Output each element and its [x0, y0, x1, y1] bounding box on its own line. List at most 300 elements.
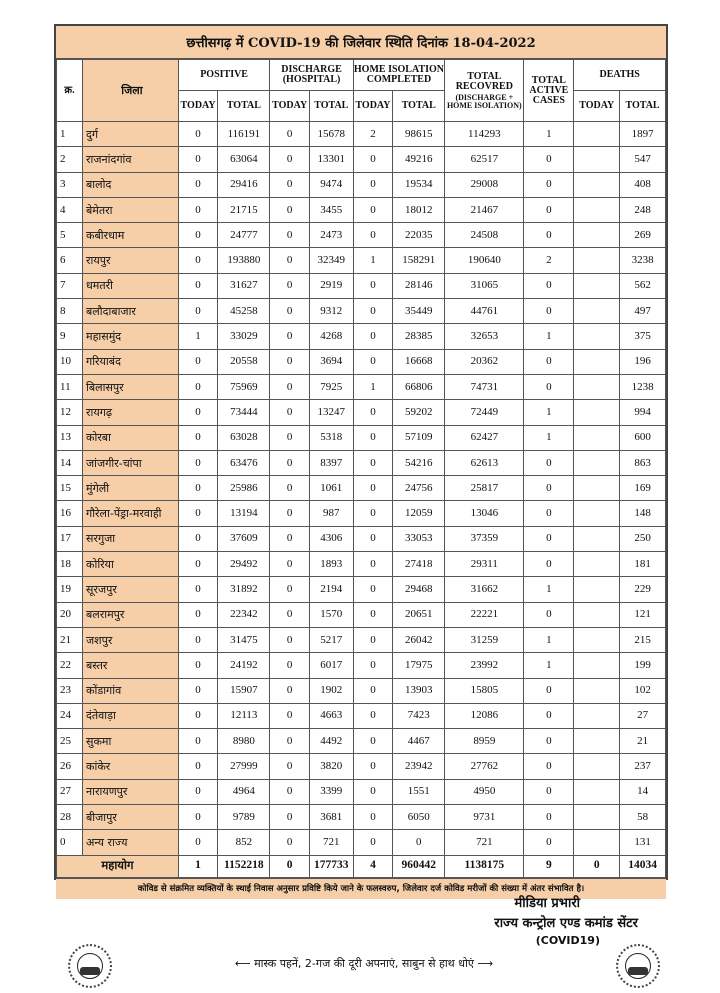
cell-recovered: 74731	[445, 374, 524, 399]
cell-hi-total: 26042	[393, 627, 445, 652]
cell-recovered: 62427	[445, 425, 524, 450]
cell-pos-total: 27999	[218, 754, 270, 779]
row-sn: 3	[57, 172, 83, 197]
row-district: सूरजपुर	[83, 577, 179, 602]
cell-active: 0	[524, 729, 574, 754]
grand-total-row	[57, 855, 666, 877]
header-total-active: TOTAL ACTIVE CASES	[524, 60, 574, 122]
cell-pos-total: 20558	[218, 349, 270, 374]
row-sn: 14	[57, 450, 83, 475]
cell-dis-today: 0	[270, 754, 310, 779]
signature-office: राज्य कन्ट्रोल एण्ड कमांड सेंटर	[494, 916, 638, 931]
cell-pos-today: 0	[178, 653, 218, 678]
total-death-today: 0	[574, 855, 620, 877]
cell-recovered: 29311	[445, 552, 524, 577]
cell-pos-today: 0	[178, 476, 218, 501]
cell-hi-today: 0	[353, 476, 393, 501]
cell-dis-total: 6017	[309, 653, 353, 678]
cell-active: 0	[524, 830, 574, 855]
table-row	[57, 349, 666, 374]
cell-dis-total: 9474	[309, 172, 353, 197]
row-sn: 8	[57, 299, 83, 324]
cell-active: 0	[524, 349, 574, 374]
cell-death-today	[574, 653, 620, 678]
row-sn: 12	[57, 400, 83, 425]
cell-pos-total: 31475	[218, 627, 270, 652]
cell-recovered: 31065	[445, 273, 524, 298]
row-district: सरगुजा	[83, 526, 179, 551]
cell-death-total: 181	[620, 552, 666, 577]
cell-pos-today: 0	[178, 349, 218, 374]
cell-hi-total: 16668	[393, 349, 445, 374]
cell-active: 0	[524, 779, 574, 804]
cell-death-total: 196	[620, 349, 666, 374]
cell-active: 0	[524, 805, 574, 830]
table-row	[57, 374, 666, 399]
cell-hi-total: 13903	[393, 678, 445, 703]
row-sn: 23	[57, 678, 83, 703]
cell-pos-total: 852	[218, 830, 270, 855]
row-district: कोंडागांव	[83, 678, 179, 703]
cell-death-total: 497	[620, 299, 666, 324]
cell-recovered: 31662	[445, 577, 524, 602]
cell-hi-today: 0	[353, 172, 393, 197]
cell-pos-today: 0	[178, 450, 218, 475]
cell-hi-today: 0	[353, 729, 393, 754]
table-row	[57, 147, 666, 172]
row-sn: 18	[57, 552, 83, 577]
cell-death-today	[574, 172, 620, 197]
cell-recovered: 62613	[445, 450, 524, 475]
cell-dis-total: 1570	[309, 602, 353, 627]
cell-dis-today: 0	[270, 248, 310, 273]
cell-dis-total: 15678	[309, 122, 353, 147]
cell-hi-total: 28385	[393, 324, 445, 349]
cell-death-today	[574, 501, 620, 526]
cell-death-today	[574, 122, 620, 147]
cell-active: 0	[524, 223, 574, 248]
cell-pos-total: 75969	[218, 374, 270, 399]
table-row	[57, 425, 666, 450]
cell-hi-total: 33053	[393, 526, 445, 551]
cell-dis-total: 4492	[309, 729, 353, 754]
cell-death-total: 237	[620, 754, 666, 779]
cell-recovered: 37359	[445, 526, 524, 551]
cell-pos-total: 12113	[218, 703, 270, 728]
table-row	[57, 703, 666, 728]
row-district: कबीरधाम	[83, 223, 179, 248]
total-active: 9	[524, 855, 574, 877]
cell-death-today	[574, 349, 620, 374]
cell-active: 0	[524, 374, 574, 399]
cell-death-total: 169	[620, 476, 666, 501]
row-district: बीजापुर	[83, 805, 179, 830]
cell-death-total: 3238	[620, 248, 666, 273]
row-sn: 0	[57, 830, 83, 855]
cell-hi-today: 0	[353, 678, 393, 703]
cell-recovered: 13046	[445, 501, 524, 526]
cell-hi-total: 24756	[393, 476, 445, 501]
row-sn: 13	[57, 425, 83, 450]
row-sn: 10	[57, 349, 83, 374]
row-district: कोरिया	[83, 552, 179, 577]
cell-dis-total: 2194	[309, 577, 353, 602]
header-discharge: DISCHARGE (HOSPITAL)	[270, 60, 353, 91]
cell-death-total: 547	[620, 147, 666, 172]
cell-pos-today: 0	[178, 374, 218, 399]
cell-active: 0	[524, 299, 574, 324]
cell-hi-today: 0	[353, 653, 393, 678]
cell-hi-total: 4467	[393, 729, 445, 754]
table-row	[57, 678, 666, 703]
cell-pos-total: 37609	[218, 526, 270, 551]
header-total-recovered	[445, 60, 524, 122]
row-sn: 15	[57, 476, 83, 501]
cell-active: 0	[524, 754, 574, 779]
cell-dis-total: 8397	[309, 450, 353, 475]
cell-dis-today: 0	[270, 273, 310, 298]
cell-dis-today: 0	[270, 324, 310, 349]
row-district: बलरामपुर	[83, 602, 179, 627]
cell-hi-total: 66806	[393, 374, 445, 399]
cell-recovered: 22221	[445, 602, 524, 627]
cell-hi-today: 2	[353, 122, 393, 147]
cell-hi-today: 0	[353, 197, 393, 222]
cell-hi-total: 98615	[393, 122, 445, 147]
cell-pos-today: 0	[178, 299, 218, 324]
cell-hi-total: 28146	[393, 273, 445, 298]
cell-pos-today: 0	[178, 526, 218, 551]
cell-hi-today: 0	[353, 273, 393, 298]
cell-pos-total: 9789	[218, 805, 270, 830]
cell-recovered: 31259	[445, 627, 524, 652]
cell-dis-today: 0	[270, 172, 310, 197]
table-row	[57, 552, 666, 577]
signature-title: मीडिया प्रभारी	[514, 896, 580, 911]
cell-recovered: 24508	[445, 223, 524, 248]
cell-death-today	[574, 273, 620, 298]
cell-dis-today: 0	[270, 627, 310, 652]
cell-active: 0	[524, 526, 574, 551]
cell-hi-total: 19534	[393, 172, 445, 197]
cell-death-total: 269	[620, 223, 666, 248]
row-district: बिलासपुर	[83, 374, 179, 399]
cell-hi-total: 23942	[393, 754, 445, 779]
cell-dis-today: 0	[270, 349, 310, 374]
cell-hi-today: 0	[353, 299, 393, 324]
cell-hi-today: 0	[353, 754, 393, 779]
mask-face-icon	[68, 944, 112, 988]
cell-dis-today: 0	[270, 552, 310, 577]
row-sn: 24	[57, 703, 83, 728]
row-district: बालोद	[83, 172, 179, 197]
grand-total-label: महायोग	[57, 855, 179, 877]
cell-recovered: 9731	[445, 805, 524, 830]
cell-dis-total: 3820	[309, 754, 353, 779]
cell-hi-total: 22035	[393, 223, 445, 248]
cell-recovered: 721	[445, 830, 524, 855]
cell-pos-today: 0	[178, 122, 218, 147]
row-sn: 19	[57, 577, 83, 602]
row-district: सुकमा	[83, 729, 179, 754]
row-sn: 7	[57, 273, 83, 298]
cell-dis-today: 0	[270, 501, 310, 526]
cell-recovered: 190640	[445, 248, 524, 273]
cell-recovered: 23992	[445, 653, 524, 678]
row-sn: 9	[57, 324, 83, 349]
table-row	[57, 779, 666, 804]
table-row	[57, 122, 666, 147]
table-row	[57, 197, 666, 222]
cell-dis-today: 0	[270, 526, 310, 551]
cell-death-total: 1238	[620, 374, 666, 399]
cell-death-total: 14	[620, 779, 666, 804]
cell-pos-today: 0	[178, 273, 218, 298]
cell-death-total: 375	[620, 324, 666, 349]
row-sn: 20	[57, 602, 83, 627]
cell-active: 0	[524, 172, 574, 197]
row-sn: 4	[57, 197, 83, 222]
cell-hi-total: 18012	[393, 197, 445, 222]
table-row	[57, 830, 666, 855]
total-recovered: 1138175	[445, 855, 524, 877]
row-sn: 6	[57, 248, 83, 273]
cell-active: 0	[524, 147, 574, 172]
header-sn: क्र.	[57, 60, 83, 122]
cell-dis-total: 2919	[309, 273, 353, 298]
row-sn: 21	[57, 627, 83, 652]
table-row	[57, 754, 666, 779]
cell-hi-today: 0	[353, 577, 393, 602]
cell-active: 2	[524, 248, 574, 273]
cell-hi-today: 1	[353, 248, 393, 273]
total-hi-today: 4	[353, 855, 393, 877]
cell-dis-total: 4306	[309, 526, 353, 551]
cell-dis-total: 1893	[309, 552, 353, 577]
cell-pos-total: 25986	[218, 476, 270, 501]
cell-death-today	[574, 577, 620, 602]
cell-dis-today: 0	[270, 779, 310, 804]
cell-dis-today: 0	[270, 830, 310, 855]
table-row	[57, 324, 666, 349]
cell-pos-total: 33029	[218, 324, 270, 349]
cell-dis-total: 3399	[309, 779, 353, 804]
cell-pos-total: 73444	[218, 400, 270, 425]
cell-death-today	[574, 627, 620, 652]
header-total: TOTAL	[620, 91, 666, 122]
cell-death-total: 250	[620, 526, 666, 551]
total-death-total: 14034	[620, 855, 666, 877]
cell-active: 0	[524, 552, 574, 577]
cell-hi-today: 0	[353, 602, 393, 627]
cell-recovered: 20362	[445, 349, 524, 374]
cell-hi-today: 0	[353, 526, 393, 551]
cell-hi-today: 0	[353, 627, 393, 652]
cell-pos-today: 0	[178, 577, 218, 602]
total-pos-total: 1152218	[218, 855, 270, 877]
header-deaths: DEATHS	[574, 60, 666, 91]
row-district: अन्य राज्य	[83, 830, 179, 855]
row-district: रायगढ़	[83, 400, 179, 425]
cell-dis-today: 0	[270, 577, 310, 602]
cell-pos-today: 0	[178, 501, 218, 526]
total-pos-today: 1	[178, 855, 218, 877]
cell-pos-today: 0	[178, 754, 218, 779]
header-today: TODAY	[270, 91, 310, 122]
cell-active: 0	[524, 476, 574, 501]
cell-death-total: 215	[620, 627, 666, 652]
cell-dis-today: 0	[270, 678, 310, 703]
cell-death-today	[574, 197, 620, 222]
cell-dis-total: 987	[309, 501, 353, 526]
header-total: TOTAL	[309, 91, 353, 122]
table-row	[57, 450, 666, 475]
cell-death-total: 600	[620, 425, 666, 450]
cell-pos-total: 22342	[218, 602, 270, 627]
table-row	[57, 273, 666, 298]
row-sn: 25	[57, 729, 83, 754]
cell-hi-today: 0	[353, 147, 393, 172]
cell-pos-total: 63064	[218, 147, 270, 172]
cell-dis-today: 0	[270, 729, 310, 754]
cell-hi-total: 6050	[393, 805, 445, 830]
cell-recovered: 114293	[445, 122, 524, 147]
row-district: जशपुर	[83, 627, 179, 652]
row-district: महासमुंद	[83, 324, 179, 349]
cell-pos-today: 0	[178, 805, 218, 830]
table-row	[57, 501, 666, 526]
cell-active: 0	[524, 197, 574, 222]
cell-dis-today: 0	[270, 425, 310, 450]
row-sn: 17	[57, 526, 83, 551]
table-row	[57, 627, 666, 652]
header-total: TOTAL	[218, 91, 270, 122]
row-district: कोरबा	[83, 425, 179, 450]
cell-dis-today: 0	[270, 805, 310, 830]
cell-pos-today: 0	[178, 400, 218, 425]
header-today: TODAY	[178, 91, 218, 122]
cell-active: 0	[524, 450, 574, 475]
row-district: धमतरी	[83, 273, 179, 298]
cell-active: 1	[524, 627, 574, 652]
table-row	[57, 729, 666, 754]
cell-death-total: 248	[620, 197, 666, 222]
cell-hi-today: 0	[353, 779, 393, 804]
cell-dis-total: 5318	[309, 425, 353, 450]
cell-dis-total: 4663	[309, 703, 353, 728]
row-sn: 2	[57, 147, 83, 172]
cell-pos-total: 8980	[218, 729, 270, 754]
cell-dis-today: 0	[270, 476, 310, 501]
cell-death-total: 994	[620, 400, 666, 425]
cell-dis-total: 9312	[309, 299, 353, 324]
cell-death-today	[574, 223, 620, 248]
cell-hi-total: 57109	[393, 425, 445, 450]
cell-pos-total: 45258	[218, 299, 270, 324]
table-row	[57, 577, 666, 602]
cell-hi-today: 0	[353, 830, 393, 855]
cell-recovered: 27762	[445, 754, 524, 779]
awareness-slogan: ⟵ मास्क पहनें, 2-गज की दूरी अपनाएं, साबुन से हाथ धोएं ⟶	[234, 957, 494, 970]
cell-active: 0	[524, 501, 574, 526]
table-body	[57, 122, 666, 856]
header-today: TODAY	[353, 91, 393, 122]
cell-death-today	[574, 830, 620, 855]
cell-active: 0	[524, 703, 574, 728]
cell-pos-today: 0	[178, 602, 218, 627]
cell-hi-total: 54216	[393, 450, 445, 475]
cell-hi-today: 0	[353, 425, 393, 450]
cell-pos-today: 0	[178, 248, 218, 273]
cell-death-today	[574, 324, 620, 349]
header-row-1	[57, 60, 666, 91]
cell-dis-total: 5217	[309, 627, 353, 652]
cell-hi-total: 29468	[393, 577, 445, 602]
cell-dis-today: 0	[270, 374, 310, 399]
cell-hi-total: 17975	[393, 653, 445, 678]
cell-hi-total: 27418	[393, 552, 445, 577]
row-district: नारायणपुर	[83, 779, 179, 804]
cell-death-today	[574, 552, 620, 577]
header-district: जिला	[83, 60, 179, 122]
row-district: बेमेतरा	[83, 197, 179, 222]
cell-hi-total: 0	[393, 830, 445, 855]
cell-pos-today: 0	[178, 627, 218, 652]
cell-recovered: 15805	[445, 678, 524, 703]
cell-hi-today: 0	[353, 349, 393, 374]
cell-dis-total: 13247	[309, 400, 353, 425]
row-sn: 26	[57, 754, 83, 779]
table-row	[57, 223, 666, 248]
header-home-isolation: HOME ISOLATION COMPLETED	[353, 60, 445, 91]
row-sn: 5	[57, 223, 83, 248]
cell-death-total: 148	[620, 501, 666, 526]
cell-recovered: 25817	[445, 476, 524, 501]
cell-death-today	[574, 476, 620, 501]
cell-dis-today: 0	[270, 223, 310, 248]
table-row	[57, 172, 666, 197]
cell-pos-total: 15907	[218, 678, 270, 703]
cell-death-today	[574, 147, 620, 172]
cell-pos-today: 0	[178, 223, 218, 248]
cell-pos-total: 24192	[218, 653, 270, 678]
footnote: कोविड से संक्रमित व्यक्तियों के स्थाई निवास अनुसार प्रविष्टि किये जाने के फलस्वरुप, जिलेवार दर्ज कोविड मरीजों की संख्या में अंतर संभावित है।	[56, 878, 666, 899]
cell-dis-total: 1902	[309, 678, 353, 703]
cell-hi-today: 1	[353, 374, 393, 399]
cell-pos-total: 29416	[218, 172, 270, 197]
cell-dis-total: 7925	[309, 374, 353, 399]
total-dis-today: 0	[270, 855, 310, 877]
cell-dis-today: 0	[270, 703, 310, 728]
cell-pos-total: 31627	[218, 273, 270, 298]
cell-hi-total: 7423	[393, 703, 445, 728]
cell-death-total: 58	[620, 805, 666, 830]
cell-pos-today: 0	[178, 830, 218, 855]
cell-dis-today: 0	[270, 122, 310, 147]
cell-pos-total: 116191	[218, 122, 270, 147]
header-total-recovered-label: TOTAL RECOVRED	[455, 70, 513, 92]
cell-pos-today: 0	[178, 678, 218, 703]
table-row	[57, 400, 666, 425]
cell-dis-total: 1061	[309, 476, 353, 501]
cell-pos-total: 63028	[218, 425, 270, 450]
header-positive: POSITIVE	[178, 60, 270, 91]
total-dis-total: 177733	[309, 855, 353, 877]
cell-dis-today: 0	[270, 197, 310, 222]
cell-recovered: 62517	[445, 147, 524, 172]
cell-death-total: 102	[620, 678, 666, 703]
signature-covid: (COVID19)	[535, 934, 600, 947]
